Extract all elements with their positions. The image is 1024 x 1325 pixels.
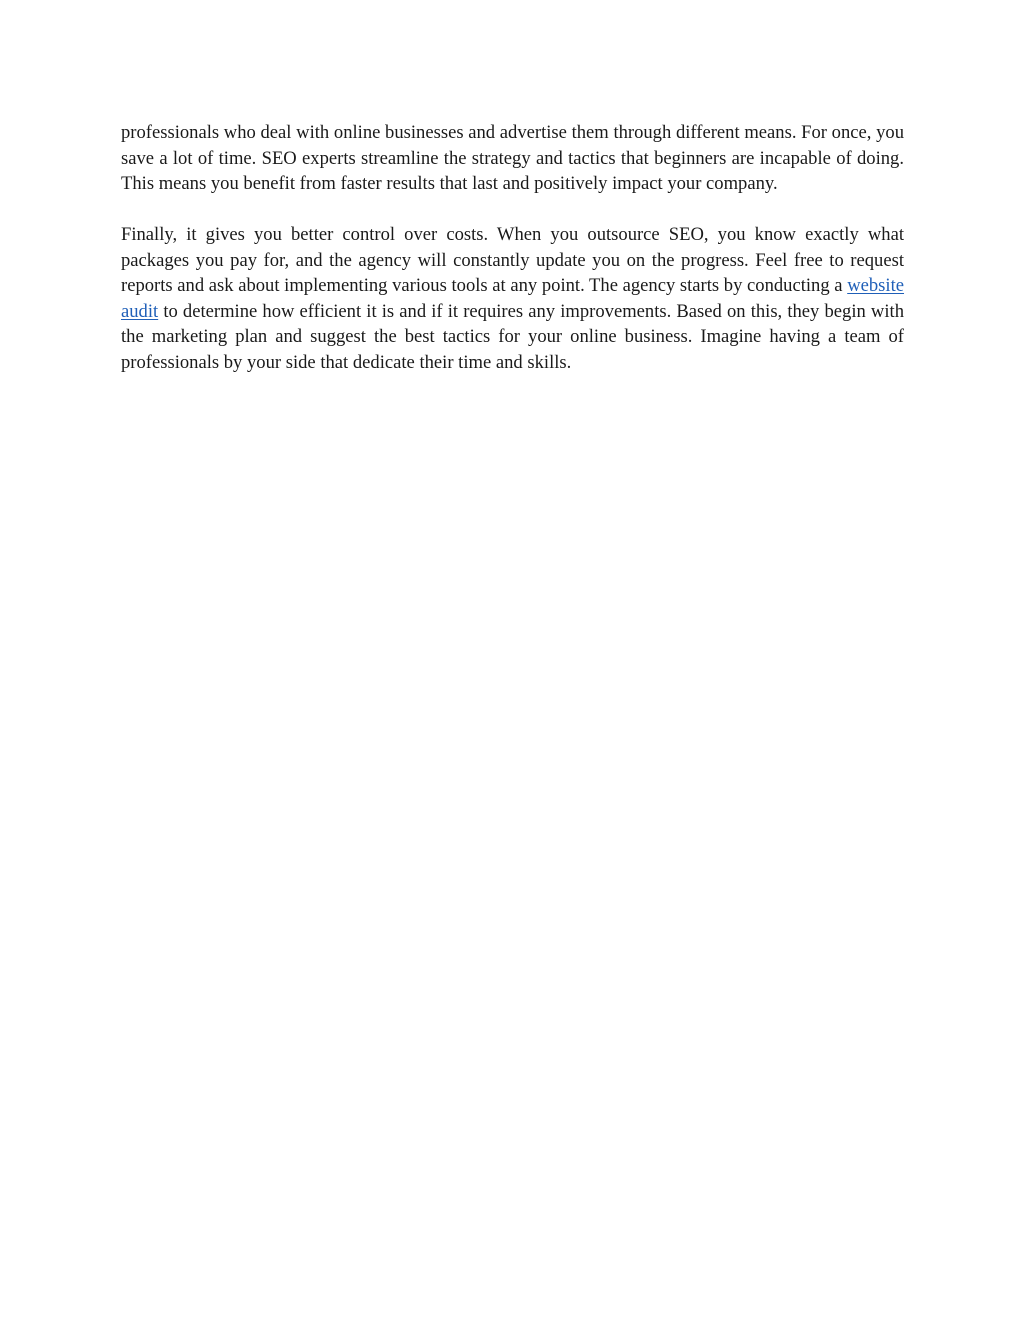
paragraph-1-text: professionals who deal with online businesses and advertise them through different means. For once, you save a lot of time. SEO experts streamline the strategy and tactics that beginners are incapable of doing. This means you benefit from faster results that last and positively impact your company. [121, 122, 904, 194]
paragraph-1 [121, 120, 904, 197]
paragraph-2 [121, 222, 904, 375]
website-audit-link[interactable]: website audit [121, 275, 905, 322]
paragraph-2-text-before-link: Finally, it gives you better control over costs. When you outsource SEO, you know exactly what packages you pay for, and the agency will constantly update you on the progress. Feel free to request reports and ask about implementing various tools at any point. The agency starts by conducting a [121, 224, 904, 296]
paragraph-2-text-after-link: to determine how efficient it is and if it requires any improvements. Based on this, they begin with the marketing plan and suggest the best tactics for your online business. Imagine having a team of professionals by your side that dedicate their time and skills. [121, 300, 904, 373]
document-body [121, 120, 904, 401]
